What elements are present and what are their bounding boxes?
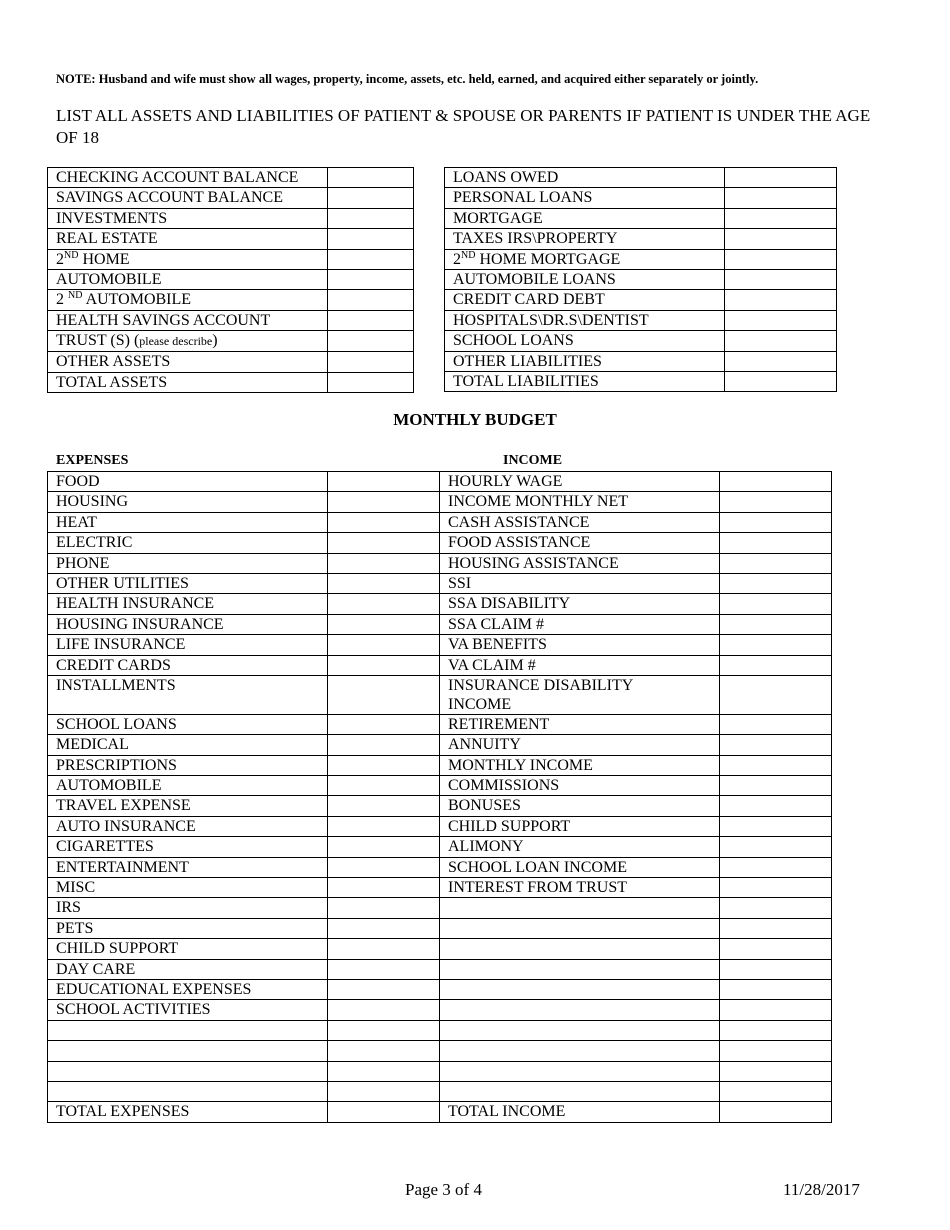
budget-row — [48, 898, 832, 918]
income-label: MONTHLY INCOME — [440, 755, 720, 775]
income-label: ALIMONY — [440, 837, 720, 857]
income-amount-field[interactable] — [720, 655, 832, 675]
liability-row — [445, 249, 837, 269]
expense-label: TOTAL EXPENSES — [48, 1102, 328, 1122]
expense-label: HEALTH INSURANCE — [48, 594, 328, 614]
asset-row — [48, 208, 414, 228]
income-amount-field[interactable] — [720, 1102, 832, 1122]
asset-row — [48, 249, 414, 269]
expense-label: HEAT — [48, 512, 328, 532]
row-label: TOTAL LIABILITIES — [453, 372, 599, 390]
expense-label — [48, 1041, 328, 1061]
asset-amount-field[interactable] — [328, 188, 414, 208]
expense-label: TRAVEL EXPENSE — [48, 796, 328, 816]
expense-label: DAY CARE — [48, 959, 328, 979]
expense-label: PRESCRIPTIONS — [48, 755, 328, 775]
page-number: Page 3 of 4 — [405, 1180, 482, 1199]
liability-amount-field[interactable] — [725, 269, 837, 289]
row-label: 2 — [56, 250, 64, 268]
asset-amount-field[interactable] — [328, 331, 414, 352]
liability-amount-field[interactable] — [725, 188, 837, 208]
income-label: TOTAL INCOME — [440, 1102, 720, 1122]
expense-amount-field[interactable] — [328, 635, 440, 655]
expense-label: AUTO INSURANCE — [48, 816, 328, 836]
income-label — [440, 1000, 720, 1020]
income-amount-field[interactable] — [720, 512, 832, 532]
income-label: SSA DISABILITY — [440, 594, 720, 614]
expense-amount-field[interactable] — [328, 655, 440, 675]
income-label: COMMISSIONS — [440, 776, 720, 796]
expense-label: HOUSING INSURANCE — [48, 614, 328, 634]
income-label: SCHOOL LOAN INCOME — [440, 857, 720, 877]
liability-row — [445, 229, 837, 249]
liability-label-cell — [445, 188, 725, 208]
liability-row — [445, 269, 837, 289]
income-label — [440, 1061, 720, 1081]
income-label — [440, 979, 720, 999]
expense-label: LIFE INSURANCE — [48, 635, 328, 655]
income-label: VA BENEFITS — [440, 635, 720, 655]
budget-row — [48, 472, 832, 492]
income-amount-field[interactable] — [720, 675, 832, 714]
income-amount-field[interactable] — [720, 959, 832, 979]
expense-label: SCHOOL LOANS — [48, 714, 328, 734]
liability-label-cell — [445, 371, 725, 391]
income-amount-field[interactable] — [720, 878, 832, 898]
budget-row — [48, 553, 832, 573]
expense-label: HOUSING — [48, 492, 328, 512]
expense-amount-field[interactable] — [328, 1000, 440, 1020]
expense-amount-field[interactable] — [328, 837, 440, 857]
income-label — [440, 939, 720, 959]
row-label: CREDIT CARD DEBT — [453, 291, 605, 309]
row-label: SCHOOL LOANS — [453, 332, 574, 350]
expense-label — [48, 1081, 328, 1101]
income-amount-field[interactable] — [720, 1020, 832, 1040]
liability-label-cell — [445, 269, 725, 289]
expense-amount-field[interactable] — [328, 553, 440, 573]
liability-label-cell — [445, 208, 725, 228]
liability-amount-field[interactable] — [725, 310, 837, 330]
budget-row — [48, 959, 832, 979]
row-label: REAL ESTATE — [56, 230, 158, 248]
income-label: SSI — [440, 573, 720, 593]
asset-label-cell — [48, 310, 328, 330]
row-label: 2 — [56, 291, 68, 309]
asset-row — [48, 290, 414, 310]
asset-row — [48, 229, 414, 249]
expense-amount-field[interactable] — [328, 614, 440, 634]
row-label: LOANS OWED — [453, 169, 559, 186]
row-label: PERSONAL LOANS — [453, 189, 593, 207]
asset-amount-field[interactable] — [328, 249, 414, 269]
row-label-suffix: HOME — [78, 250, 130, 268]
row-label-suffix: HOME MORTGAGE — [475, 250, 621, 268]
income-amount-field[interactable] — [720, 816, 832, 836]
liability-label-cell — [445, 168, 725, 188]
income-amount-field[interactable] — [720, 1000, 832, 1020]
income-label: FOOD ASSISTANCE — [440, 533, 720, 553]
expense-amount-field[interactable] — [328, 594, 440, 614]
income-amount-field[interactable] — [720, 1081, 832, 1101]
budget-row — [48, 796, 832, 816]
income-label — [440, 1020, 720, 1040]
asset-label-cell — [48, 331, 328, 352]
expense-label: PHONE — [48, 553, 328, 573]
expense-amount-field[interactable] — [328, 533, 440, 553]
income-amount-field[interactable] — [720, 755, 832, 775]
liability-row — [445, 331, 837, 351]
expense-amount-field[interactable] — [328, 857, 440, 877]
expense-amount-field[interactable] — [328, 755, 440, 775]
income-label — [440, 959, 720, 979]
asset-row — [48, 168, 414, 188]
asset-label-cell — [48, 372, 328, 392]
budget-row — [48, 492, 832, 512]
row-label: OTHER ASSETS — [56, 353, 171, 371]
asset-amount-field[interactable] — [328, 310, 414, 330]
budget-row — [48, 979, 832, 999]
budget-row — [48, 614, 832, 634]
income-amount-field[interactable] — [720, 979, 832, 999]
assets-table — [47, 167, 414, 393]
asset-label-cell — [48, 269, 328, 289]
income-amount-field[interactable] — [720, 1061, 832, 1081]
budget-row — [48, 1081, 832, 1101]
income-amount-field[interactable] — [720, 714, 832, 734]
expense-amount-field[interactable] — [328, 573, 440, 593]
row-label: MORTGAGE — [453, 209, 543, 227]
expense-amount-field[interactable] — [328, 1102, 440, 1122]
expense-label: FOOD — [48, 472, 328, 492]
income-amount-field[interactable] — [720, 635, 832, 655]
row-label: TAXES IRS\PROPERTY — [453, 230, 618, 248]
liability-row — [445, 208, 837, 228]
budget-row — [48, 755, 832, 775]
expense-amount-field[interactable] — [328, 878, 440, 898]
budget-row — [48, 939, 832, 959]
liability-row — [445, 290, 837, 310]
row-label: AUTOMOBILE LOANS — [453, 270, 616, 288]
budget-row — [48, 573, 832, 593]
expense-label: INSTALLMENTS — [48, 675, 328, 714]
budget-row — [48, 1041, 832, 1061]
asset-row — [48, 188, 414, 208]
budget-row — [48, 1020, 832, 1040]
budget-row — [48, 816, 832, 836]
budget-row — [48, 878, 832, 898]
income-amount-field[interactable] — [720, 918, 832, 938]
budget-row — [48, 1102, 832, 1122]
expense-amount-field[interactable] — [328, 796, 440, 816]
expense-amount-field[interactable] — [328, 512, 440, 532]
income-label — [440, 918, 720, 938]
liability-label-cell — [445, 229, 725, 249]
asset-label-cell — [48, 208, 328, 228]
expense-amount-field[interactable] — [328, 939, 440, 959]
expense-label: SCHOOL ACTIVITIES — [48, 1000, 328, 1020]
asset-amount-field[interactable] — [328, 208, 414, 228]
asset-row — [48, 352, 414, 372]
expense-label: MEDICAL — [48, 735, 328, 755]
form-date: 11/28/2017 — [783, 1180, 860, 1199]
income-label: RETIREMENT — [440, 714, 720, 734]
budget-row — [48, 512, 832, 532]
asset-label-cell — [48, 168, 328, 188]
budget-row — [48, 675, 832, 714]
liability-row — [445, 188, 837, 208]
asset-amount-field[interactable] — [328, 290, 414, 310]
expense-amount-field[interactable] — [328, 735, 440, 755]
budget-row — [48, 857, 832, 877]
income-amount-field[interactable] — [720, 857, 832, 877]
assets-liabilities-heading: LIST ALL ASSETS AND LIABILITIES OF PATIENT & SPOUSE OR PARENTS IF PATIENT IS UNDER THE AGE OF 18 — [56, 106, 871, 147]
expense-amount-field[interactable] — [328, 816, 440, 836]
income-amount-field[interactable] — [720, 776, 832, 796]
asset-row — [48, 310, 414, 330]
asset-row — [48, 372, 414, 392]
ordinal-suffix: ND — [461, 249, 476, 261]
expense-label: PETS — [48, 918, 328, 938]
row-label: AUTOMOBILE — [56, 270, 162, 288]
income-label: SSA CLAIM # — [440, 614, 720, 634]
liability-amount-field[interactable] — [725, 371, 837, 391]
income-label: HOUSING ASSISTANCE — [440, 553, 720, 573]
expense-label: ELECTRIC — [48, 533, 328, 553]
expenses-header: EXPENSES — [56, 453, 129, 468]
ordinal-suffix: ND — [64, 249, 79, 261]
expense-label: EDUCATIONAL EXPENSES — [48, 979, 328, 999]
expense-label: CREDIT CARDS — [48, 655, 328, 675]
income-amount-field[interactable] — [720, 533, 832, 553]
liability-label-cell — [445, 351, 725, 371]
asset-amount-field[interactable] — [328, 229, 414, 249]
monthly-budget-title: MONTHLY BUDGET — [393, 410, 557, 429]
asset-amount-field[interactable] — [328, 372, 414, 392]
expense-amount-field[interactable] — [328, 1041, 440, 1061]
row-label: 2 — [453, 250, 461, 268]
income-label: ANNUITY — [440, 735, 720, 755]
income-amount-field[interactable] — [720, 472, 832, 492]
income-amount-field[interactable] — [720, 553, 832, 573]
expense-label: CIGARETTES — [48, 837, 328, 857]
income-label — [440, 1041, 720, 1061]
expense-amount-field[interactable] — [328, 675, 440, 714]
asset-amount-field[interactable] — [328, 352, 414, 372]
asset-amount-field[interactable] — [328, 269, 414, 289]
row-label-hint: please describe — [139, 334, 213, 349]
row-label: HEALTH SAVINGS ACCOUNT — [56, 311, 271, 329]
income-amount-field[interactable] — [720, 837, 832, 857]
budget-row — [48, 776, 832, 796]
budget-row — [48, 655, 832, 675]
liability-amount-field[interactable] — [725, 229, 837, 249]
expense-amount-field[interactable] — [328, 1081, 440, 1101]
liability-row — [445, 310, 837, 330]
liability-row — [445, 371, 837, 391]
expense-label — [48, 1061, 328, 1081]
expense-label: AUTOMOBILE — [48, 776, 328, 796]
row-label-suffix: AUTOMOBILE — [82, 291, 192, 309]
budget-row — [48, 1061, 832, 1081]
budget-row — [48, 1000, 832, 1020]
asset-label-cell — [48, 229, 328, 249]
income-header: INCOME — [503, 453, 563, 468]
liability-amount-field[interactable] — [725, 290, 837, 310]
expense-label: ENTERTAINMENT — [48, 857, 328, 877]
row-label-suffix: ) — [212, 332, 218, 350]
expense-amount-field[interactable] — [328, 472, 440, 492]
income-label — [440, 898, 720, 918]
expense-label: CHILD SUPPORT — [48, 939, 328, 959]
income-label: INCOME MONTHLY NET — [440, 492, 720, 512]
income-amount-field[interactable] — [720, 573, 832, 593]
expense-label: IRS — [48, 898, 328, 918]
expense-label: OTHER UTILITIES — [48, 573, 328, 593]
liability-label-cell — [445, 331, 725, 351]
expense-amount-field[interactable] — [328, 776, 440, 796]
liability-row — [445, 168, 837, 188]
row-label: OTHER LIABILITIES — [453, 352, 602, 370]
expense-amount-field[interactable] — [328, 1061, 440, 1081]
liability-amount-field[interactable] — [725, 331, 837, 351]
expense-amount-field[interactable] — [328, 492, 440, 512]
income-amount-field[interactable] — [720, 594, 832, 614]
expense-amount-field[interactable] — [328, 898, 440, 918]
income-amount-field[interactable] — [720, 492, 832, 512]
asset-label-cell — [48, 290, 328, 310]
liability-amount-field[interactable] — [725, 208, 837, 228]
asset-row — [48, 269, 414, 289]
income-amount-field[interactable] — [720, 614, 832, 634]
income-label — [440, 1081, 720, 1101]
liability-amount-field[interactable] — [725, 168, 837, 188]
expense-label: MISC — [48, 878, 328, 898]
expense-amount-field[interactable] — [328, 714, 440, 734]
income-label: HOURLY WAGE — [440, 472, 720, 492]
income-amount-field[interactable] — [720, 939, 832, 959]
row-label: INVESTMENTS — [56, 209, 168, 227]
expense-amount-field[interactable] — [328, 959, 440, 979]
income-label: BONUSES — [440, 796, 720, 816]
ordinal-suffix: ND — [68, 290, 83, 302]
row-label: SAVINGS ACCOUNT BALANCE — [56, 189, 283, 207]
income-label: CHILD SUPPORT — [440, 816, 720, 836]
liabilities-table — [444, 167, 837, 392]
asset-label-cell — [48, 249, 328, 269]
monthly-budget-table — [47, 471, 832, 1123]
row-label: TOTAL ASSETS — [56, 373, 168, 391]
asset-amount-field[interactable] — [328, 168, 414, 188]
budget-row — [48, 837, 832, 857]
budget-row — [48, 735, 832, 755]
expense-label — [48, 1020, 328, 1040]
liability-label-cell — [445, 249, 725, 269]
budget-row — [48, 918, 832, 938]
spouse-disclosure-note: NOTE: Husband and wife must show all wages, property, income, assets, etc. held, earned, and acquired either separately or jointly. — [56, 72, 759, 86]
asset-row — [48, 331, 414, 352]
income-label: VA CLAIM # — [440, 655, 720, 675]
budget-row — [48, 714, 832, 734]
asset-label-cell — [48, 352, 328, 372]
income-label: INSURANCE DISABILITY INCOME — [440, 675, 720, 714]
row-label: CHECKING ACCOUNT BALANCE — [56, 169, 299, 186]
asset-label-cell — [48, 188, 328, 208]
liability-amount-field[interactable] — [725, 249, 837, 269]
liability-label-cell — [445, 290, 725, 310]
row-label: TRUST (S) ( — [56, 332, 140, 350]
row-label: HOSPITALS\DR.S\DENTIST — [453, 311, 649, 329]
budget-row — [48, 594, 832, 614]
income-amount-field[interactable] — [720, 796, 832, 816]
liability-row — [445, 351, 837, 371]
liability-label-cell — [445, 310, 725, 330]
income-amount-field[interactable] — [720, 898, 832, 918]
income-label: CASH ASSISTANCE — [440, 512, 720, 532]
expense-amount-field[interactable] — [328, 979, 440, 999]
income-amount-field[interactable] — [720, 1041, 832, 1061]
income-amount-field[interactable] — [720, 735, 832, 755]
expense-amount-field[interactable] — [328, 918, 440, 938]
liability-amount-field[interactable] — [725, 351, 837, 371]
expense-amount-field[interactable] — [328, 1020, 440, 1040]
budget-row — [48, 635, 832, 655]
income-label: INTEREST FROM TRUST — [440, 878, 720, 898]
budget-row — [48, 533, 832, 553]
